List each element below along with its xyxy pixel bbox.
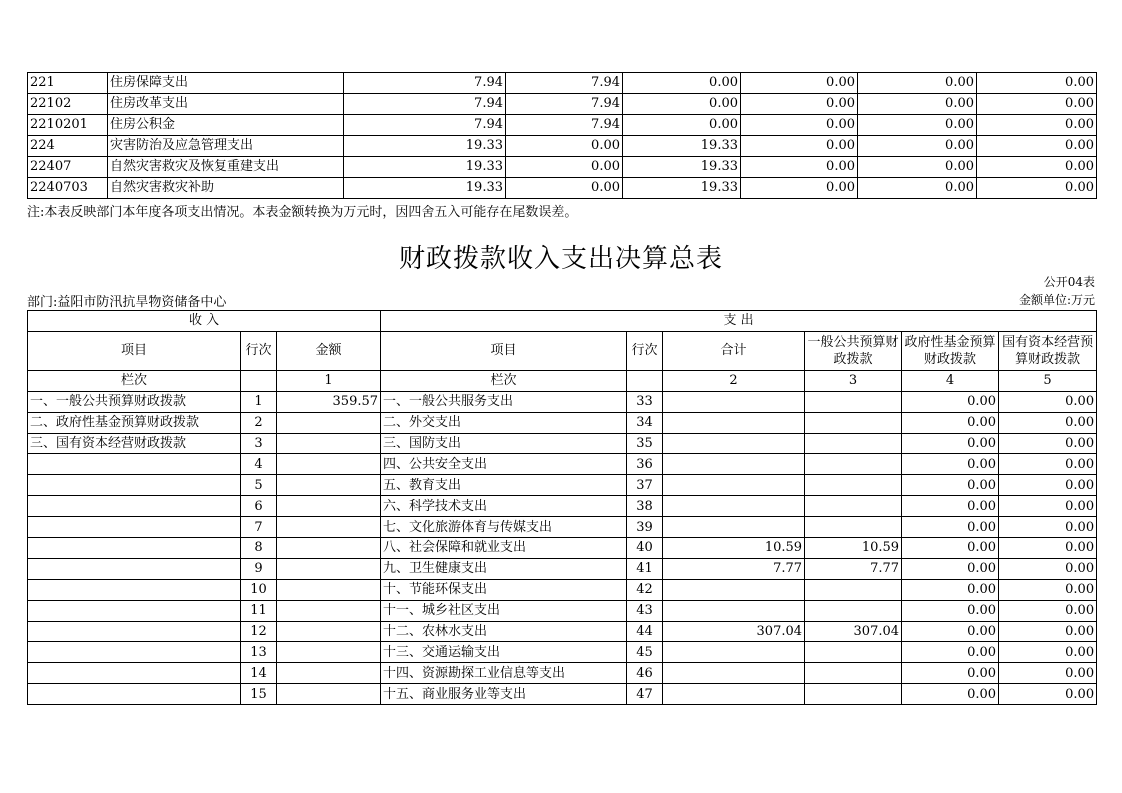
expense-header: 支 出 [381,311,1097,332]
income-item [28,454,241,475]
income-line-no: 15 [241,684,277,705]
amount-cell: 0.00 [858,94,977,115]
empty-cell [241,370,277,391]
amount-cell: 7.94 [506,94,623,115]
income-line-no: 7 [241,517,277,538]
total-amount [663,642,805,663]
income-item [28,538,241,559]
income-amount [277,579,381,600]
amount-cell: 0.00 [977,136,1097,157]
state-capital-amount: 0.00 [999,517,1097,538]
expense-item: 十一、城乡社区支出 [381,600,627,621]
expense-line-no: 33 [627,391,663,412]
general-budget-amount: 10.59 [805,538,902,559]
top-table-body [28,73,1097,199]
income-line-no: 11 [241,600,277,621]
total-amount [663,391,805,412]
income-amount [277,538,381,559]
state-capital-amount: 0.00 [999,600,1097,621]
expense-item: 四、公共安全支出 [381,454,627,475]
amount-cell: 0.00 [977,157,1097,178]
income-amount [277,663,381,684]
income-item [28,517,241,538]
account-name: 自然灾害救灾补助 [108,178,344,199]
account-name: 灾害防治及应急管理支出 [108,136,344,157]
amount-cell: 19.33 [623,178,741,199]
general-budget-amount [805,579,902,600]
empty-cell [627,370,663,391]
amount-cell: 0.00 [741,94,858,115]
state-capital-amount: 0.00 [999,412,1097,433]
total-amount: 10.59 [663,538,805,559]
amount-cell: 19.33 [344,136,506,157]
table-row [28,496,1097,517]
amount-cell: 0.00 [858,136,977,157]
account-name: 自然灾害救灾及恢复重建支出 [108,157,344,178]
state-capital-amount: 0.00 [999,475,1097,496]
expense-line-no: 41 [627,558,663,579]
expense-item: 六、科学技术支出 [381,496,627,517]
expense-line-no: 38 [627,496,663,517]
gov-fund-amount: 0.00 [902,538,999,559]
table-row [28,391,1097,412]
account-code: 2240703 [28,178,108,199]
table-row [28,454,1097,475]
total-amount [663,517,805,538]
general-budget-amount [805,642,902,663]
income-line-header: 行次 [241,331,277,370]
table-row [28,136,1097,157]
amount-cell: 7.94 [344,94,506,115]
amount-cell: 0.00 [506,136,623,157]
general-budget-header: 一般公共预算财政拨款 [805,331,902,370]
income-line-no: 13 [241,642,277,663]
expense-line-no: 39 [627,517,663,538]
general-budget-amount [805,684,902,705]
income-line-no: 5 [241,475,277,496]
table-row [28,642,1097,663]
column-number-1: 1 [277,370,381,391]
income-line-no: 8 [241,538,277,559]
state-capital-amount: 0.00 [999,391,1097,412]
income-amount [277,558,381,579]
income-item-header: 项目 [28,331,241,370]
income-item [28,475,241,496]
income-line-no: 14 [241,663,277,684]
amount-cell: 0.00 [977,178,1097,199]
gov-fund-amount: 0.00 [902,454,999,475]
expense-item: 七、文化旅游体育与传媒支出 [381,517,627,538]
expense-line-no: 44 [627,621,663,642]
income-item: 三、国有资本经营财政拨款 [28,433,241,454]
gov-fund-amount: 0.00 [902,475,999,496]
expense-item: 二、外交支出 [381,412,627,433]
table-row [28,538,1097,559]
general-budget-amount: 7.77 [805,558,902,579]
gov-fund-amount: 0.00 [902,433,999,454]
column-number-4: 4 [902,370,999,391]
amount-cell: 0.00 [506,157,623,178]
amount-cell: 0.00 [506,178,623,199]
amount-cell: 0.00 [741,73,858,94]
income-line-no: 12 [241,621,277,642]
account-name: 住房公积金 [108,115,344,136]
state-capital-amount: 0.00 [999,538,1097,559]
amount-cell: 7.94 [344,115,506,136]
amount-cell: 0.00 [741,136,858,157]
expense-line-no: 46 [627,663,663,684]
form-number: 公开04表 [1043,275,1095,289]
income-item [28,663,241,684]
account-code: 22407 [28,157,108,178]
state-capital-amount: 0.00 [999,454,1097,475]
page-title: 财政拨款收入支出决算总表 [398,244,723,274]
total-amount [663,412,805,433]
amount-cell: 0.00 [623,73,741,94]
table-row [28,412,1097,433]
table-row [28,600,1097,621]
amount-cell: 0.00 [977,94,1097,115]
total-amount [663,600,805,621]
top-expense-table [27,72,1097,199]
total-amount [663,684,805,705]
total-amount [663,454,805,475]
general-budget-amount [805,517,902,538]
state-capital-amount: 0.00 [999,579,1097,600]
income-amount [277,454,381,475]
expense-item: 五、教育支出 [381,475,627,496]
table-row [28,621,1097,642]
expense-item: 十三、交通运输支出 [381,642,627,663]
income-line-no: 1 [241,391,277,412]
amount-cell: 19.33 [623,136,741,157]
general-budget-amount [805,475,902,496]
income-amount [277,684,381,705]
table-row [28,115,1097,136]
income-amount [277,642,381,663]
expense-line-no: 40 [627,538,663,559]
expense-line-no: 47 [627,684,663,705]
account-code: 22102 [28,94,108,115]
gov-fund-amount: 0.00 [902,517,999,538]
income-item [28,600,241,621]
table-row [28,663,1097,684]
gov-fund-header: 政府性基金预算财政拨款 [902,331,999,370]
column-label: 栏次 [381,370,627,391]
total-amount [663,475,805,496]
income-line-no: 9 [241,558,277,579]
general-budget-amount [805,663,902,684]
expense-line-no: 43 [627,600,663,621]
income-item [28,621,241,642]
amount-cell: 0.00 [977,115,1097,136]
expense-item: 一、一般公共服务支出 [381,391,627,412]
account-code: 2210201 [28,115,108,136]
state-capital-amount: 0.00 [999,558,1097,579]
expense-item-header: 项目 [381,331,627,370]
amount-cell: 0.00 [858,73,977,94]
income-amount-header: 金额 [277,331,381,370]
amount-cell: 7.94 [344,73,506,94]
income-amount [277,496,381,517]
expense-item: 九、卫生健康支出 [381,558,627,579]
table-row [28,94,1097,115]
gov-fund-amount: 0.00 [902,558,999,579]
amount-cell: 0.00 [741,178,858,199]
total-amount: 307.04 [663,621,805,642]
expense-item: 十五、商业服务业等支出 [381,684,627,705]
income-amount [277,412,381,433]
account-name: 住房保障支出 [108,73,344,94]
expense-line-no: 42 [627,579,663,600]
income-amount [277,517,381,538]
income-amount [277,475,381,496]
fiscal-summary-table [27,310,1097,705]
column-label: 栏次 [28,370,241,391]
expense-line-no: 37 [627,475,663,496]
expense-item: 十二、农林水支出 [381,621,627,642]
expense-item: 十、节能环保支出 [381,579,627,600]
amount-cell: 0.00 [623,115,741,136]
income-line-no: 3 [241,433,277,454]
income-amount: 359.57 [277,391,381,412]
income-amount [277,433,381,454]
income-item [28,558,241,579]
gov-fund-amount: 0.00 [902,412,999,433]
amount-cell: 7.94 [506,73,623,94]
state-capital-header: 国有资本经营预算财政拨款 [999,331,1097,370]
total-amount [663,579,805,600]
expense-item: 十四、资源勘探工业信息等支出 [381,663,627,684]
table-row [28,579,1097,600]
general-budget-amount [805,433,902,454]
account-code: 224 [28,136,108,157]
amount-cell: 19.33 [623,157,741,178]
income-line-no: 2 [241,412,277,433]
table-row [28,73,1097,94]
general-budget-amount [805,391,902,412]
unit-label: 金额单位:万元 [1018,293,1095,307]
expense-line-header: 行次 [627,331,663,370]
total-amount [663,663,805,684]
income-item [28,496,241,517]
table-row [28,684,1097,705]
expense-line-no: 34 [627,412,663,433]
expense-line-no: 36 [627,454,663,475]
income-item [28,579,241,600]
main-table-body [28,391,1097,704]
income-item [28,642,241,663]
state-capital-amount: 0.00 [999,621,1097,642]
column-number-3: 3 [805,370,902,391]
gov-fund-amount: 0.00 [902,663,999,684]
state-capital-amount: 0.00 [999,684,1097,705]
income-item: 一、一般公共预算财政拨款 [28,391,241,412]
table-row [28,475,1097,496]
amount-cell: 19.33 [344,157,506,178]
amount-cell: 0.00 [858,115,977,136]
expense-line-no: 45 [627,642,663,663]
table-row [28,433,1097,454]
general-budget-amount [805,496,902,517]
general-budget-amount: 307.04 [805,621,902,642]
gov-fund-amount: 0.00 [902,684,999,705]
income-header: 收 入 [28,311,381,332]
department-label: 部门:益阳市防汛抗旱物资储备中心 [27,295,227,310]
table-row [28,558,1097,579]
total-amount [663,433,805,454]
amount-cell: 0.00 [623,94,741,115]
table-note: 注:本表反映部门本年度各项支出情况。本表金额转换为万元时，因四舍五入可能存在尾数误差。 [27,205,578,220]
total-amount: 7.77 [663,558,805,579]
gov-fund-amount: 0.00 [902,391,999,412]
income-line-no: 4 [241,454,277,475]
gov-fund-amount: 0.00 [902,600,999,621]
amount-cell: 19.33 [344,178,506,199]
table-row [28,157,1097,178]
income-item [28,684,241,705]
column-number-5: 5 [999,370,1097,391]
income-amount [277,621,381,642]
gov-fund-amount: 0.00 [902,621,999,642]
table-row [28,178,1097,199]
account-name: 住房改革支出 [108,94,344,115]
total-header: 合计 [663,331,805,370]
expense-line-no: 35 [627,433,663,454]
account-code: 221 [28,73,108,94]
amount-cell: 0.00 [858,178,977,199]
amount-cell: 0.00 [741,157,858,178]
general-budget-amount [805,600,902,621]
gov-fund-amount: 0.00 [902,642,999,663]
general-budget-amount [805,454,902,475]
total-amount [663,496,805,517]
expense-item: 八、社会保障和就业支出 [381,538,627,559]
general-budget-amount [805,412,902,433]
gov-fund-amount: 0.00 [902,579,999,600]
state-capital-amount: 0.00 [999,642,1097,663]
income-line-no: 10 [241,579,277,600]
amount-cell: 0.00 [741,115,858,136]
amount-cell: 7.94 [506,115,623,136]
amount-cell: 0.00 [858,157,977,178]
income-item: 二、政府性基金预算财政拨款 [28,412,241,433]
income-amount [277,600,381,621]
gov-fund-amount: 0.00 [902,496,999,517]
amount-cell: 0.00 [977,73,1097,94]
expense-item: 三、国防支出 [381,433,627,454]
state-capital-amount: 0.00 [999,433,1097,454]
income-line-no: 6 [241,496,277,517]
table-row [28,517,1097,538]
state-capital-amount: 0.00 [999,663,1097,684]
state-capital-amount: 0.00 [999,496,1097,517]
column-number-2: 2 [663,370,805,391]
